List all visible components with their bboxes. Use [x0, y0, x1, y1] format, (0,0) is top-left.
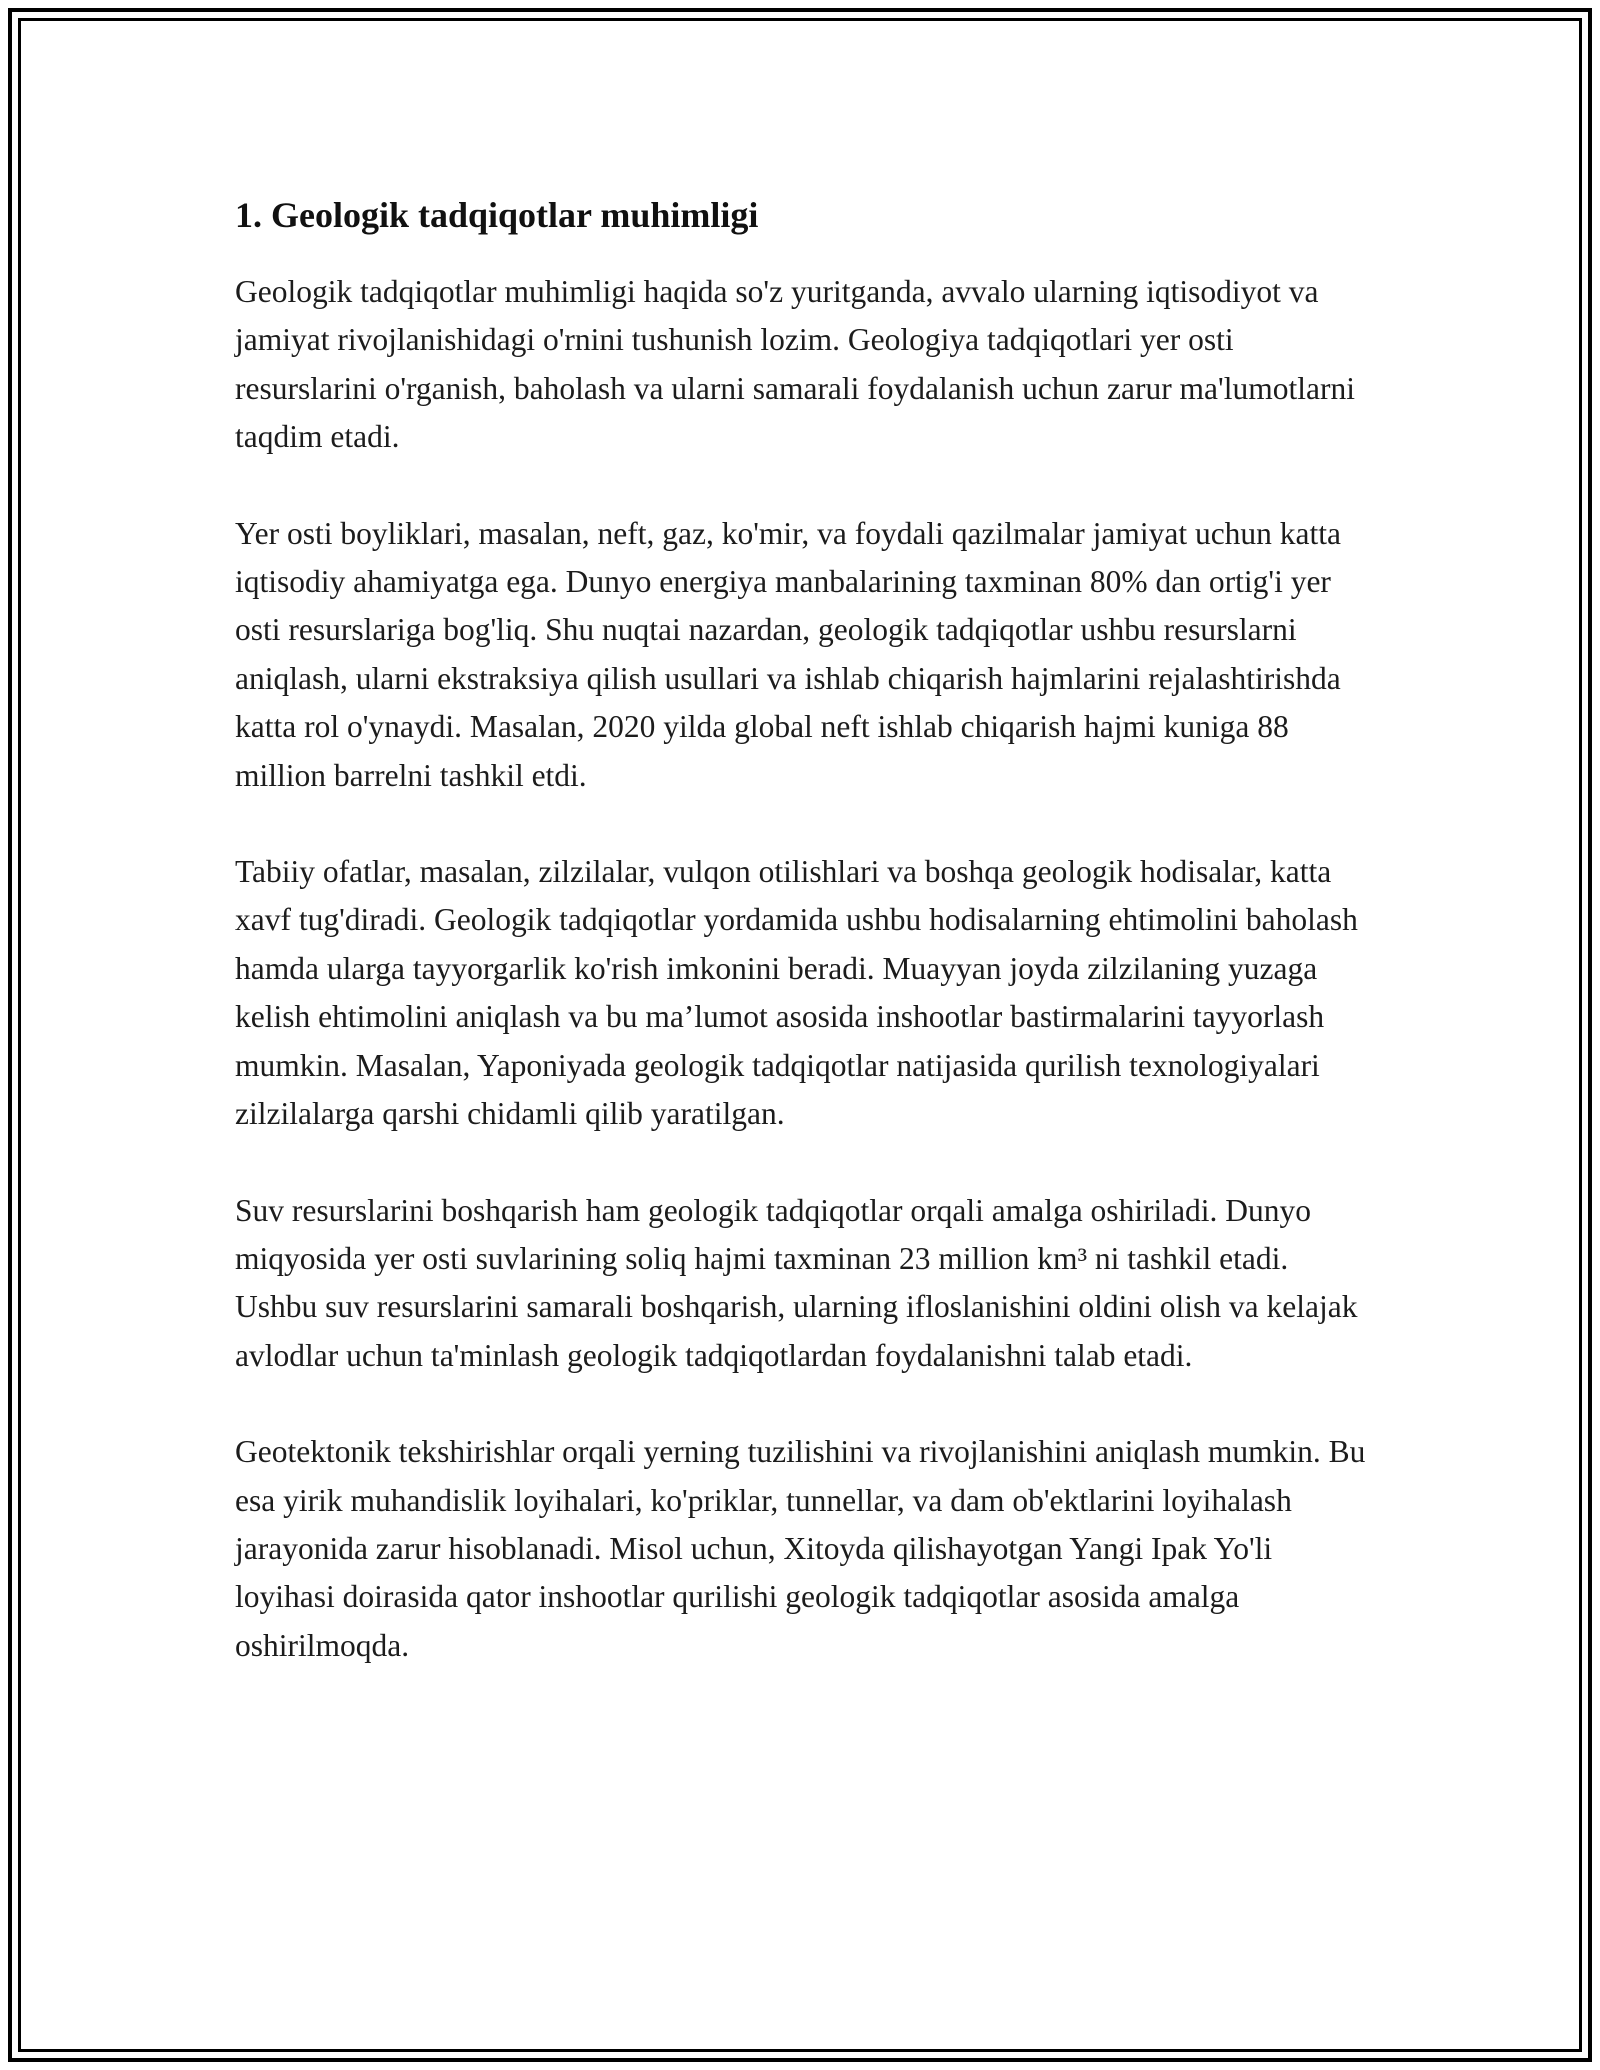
paragraph-4: Suv resurslarini boshqarish ham geologik tadqiqotlar orqali amalga oshiriladi. Dunyo miqyosida yer osti suvlarining soliq hajmi taxminan 23 million km³ ni tashkil etadi. Ushbu suv resurslarini samarali boshqarish, ularning ifloslanishini oldini olish va kelajak avlodlar uchun ta'minlash geologik tadqiqotlardan foydalanishni talab etadi.: [235, 1192, 1358, 1373]
paragraph-2: Yer osti boyliklari, masalan, neft, gaz, ko'mir, va foydali qazilmalar jamiyat uchun katta iqtisodiy ahamiyatga ega. Dunyo energiya manbalarining taxminan 80% dan ortig'i yer osti resurslariga bog'liq. Shu nuqtai nazardan, geologik tadqiqotlar ushbu resurslarni aniqlash, ularni ekstraksiya qilish usullari va ishlab chiqarish hajmlarini rejalashtirishda katta rol o'ynaydi. Masalan, 2020 yilda global neft ishlab chiqarish hajmi kuniga 88 million barrelni tashkil etdi.: [235, 515, 1342, 793]
document-body: [235, 190, 1375, 1718]
paragraph-1: Geologik tadqiqotlar muhimligi haqida so'z yuritganda, avvalo ularning iqtisodiyot va jamiyat rivojlanishidagi o'rnini tushunish lozim. Geologiya tadqiqotlari yer osti resurslarini o'rganish, baholash va ularni samarali foydalanish uchun zarur ma'lumotlarni taqdim etadi.: [235, 274, 1355, 455]
paragraph-3: Tabiiy ofatlar, masalan, zilzilalar, vulqon otilishlari va boshqa geologik hodisalar, katta xavf tug'diradi. Geologik tadqiqotlar yordamida ushbu hodisalarning ehtimolini baholash hamda ularga tayyorgarlik ko'rish imkonini beradi. Muayyan joyda zilzilaning yuzaga kelish ehtimolini aniqlash va bu ma’lumot asosida inshootlar bastirmalarini tayyorlash mumkin. Masalan, Yaponiyada geologik tadqiqotlar natijasida qurilish texnologiyalari zilzilalarga qarshi chidamli qilib yaratilgan.: [235, 854, 1358, 1132]
paragraph-5: Geotektonik tekshirishlar orqali yerning tuzilishini va rivojlanishini aniqlash mumkin. Bu esa yirik muhandislik loyihalari, ko'priklar, tunnellar, va dam ob'ektlarini loyihalash jarayonida zarur hisoblanadi. Misol uchun, Xitoyda qilishayotgan Yangi Ipak Yo'li loyihasi doirasida qator inshootlar qurilishi geologik tadqiqotlar asosida amalga oshirilmoqda.: [235, 1434, 1366, 1663]
section-heading: 1. Geologik tadqiqotlar muhimligi: [235, 195, 759, 235]
